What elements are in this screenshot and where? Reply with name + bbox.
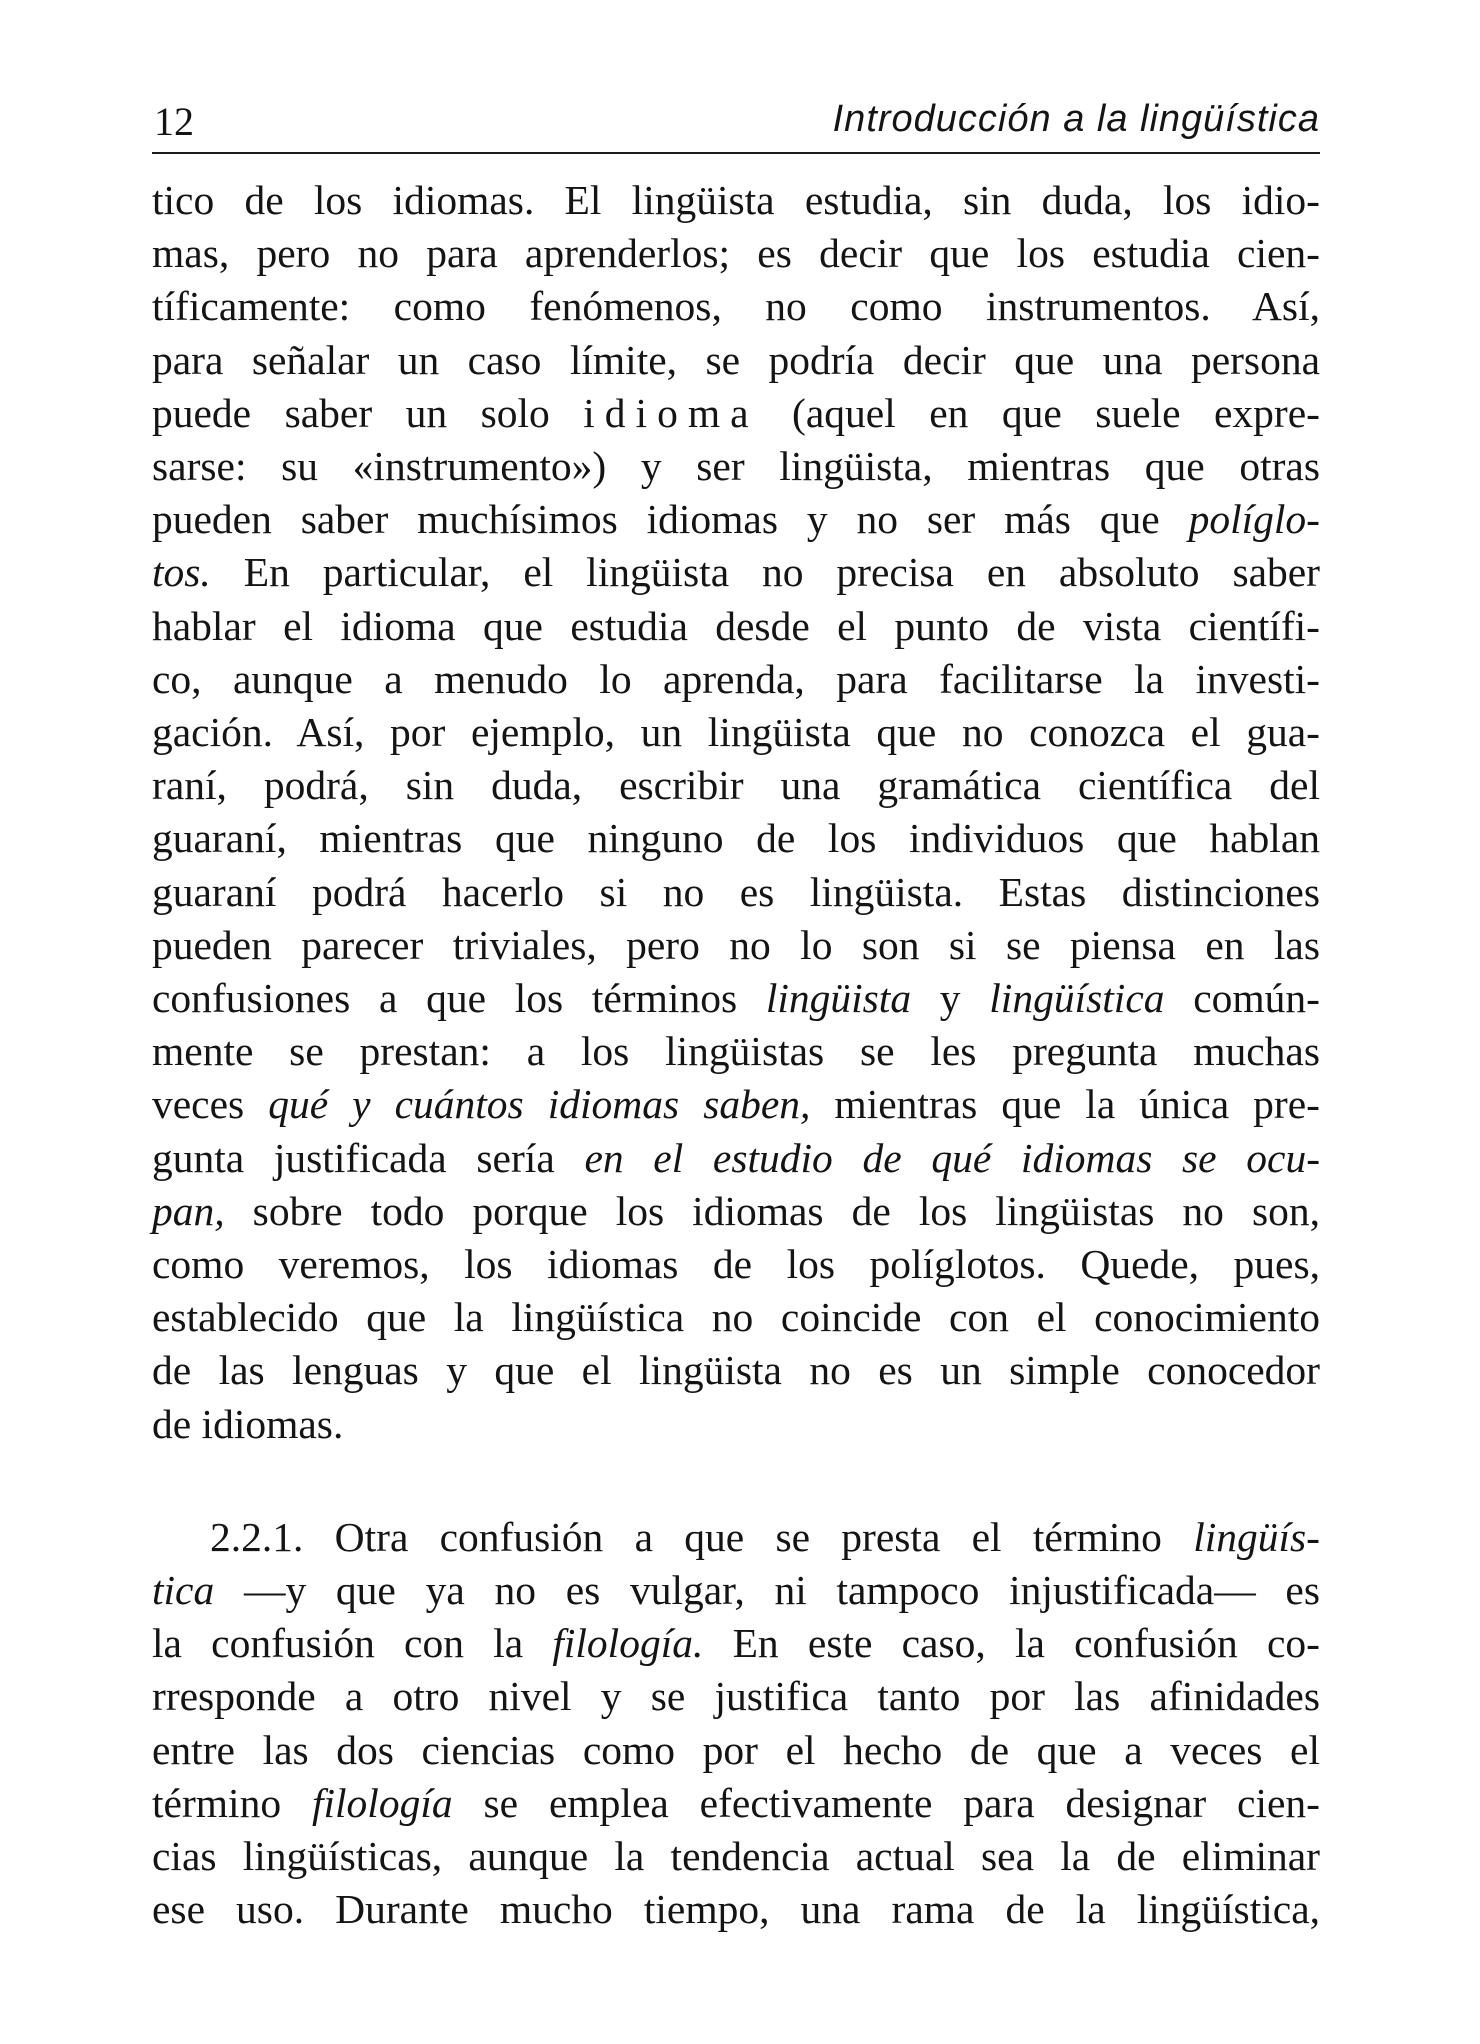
italic-term: tos.: [152, 549, 211, 596]
italic-term: pan,: [152, 1187, 225, 1234]
running-head: [152, 92, 1320, 154]
running-head-title: Introducción a la lingüística: [832, 98, 1320, 140]
text-line: pueden saber muchísimos idiomas y no ser más que políglo-: [152, 496, 1320, 543]
italic-term: políglo-: [1188, 496, 1320, 543]
spaced-emphasis: idioma: [583, 389, 759, 436]
text-line: mas, pero no para aprenderlos; es decir que los estudia cien-: [152, 230, 1320, 277]
italic-term: tica: [152, 1567, 215, 1614]
italic-term: en el estudio de qué idiomas se ocu-: [584, 1134, 1321, 1181]
italic-term: lingüista: [765, 975, 912, 1022]
text-line: 2.2.1. Otra confusión a que se presta el término lingüís-: [210, 1513, 1320, 1560]
paragraph-2: [152, 1511, 1320, 1937]
text-line: veces qué y cuántos idiomas saben, mientras que la única pre-: [152, 1081, 1320, 1128]
italic-term: lingüística: [989, 975, 1165, 1022]
italic-term: qué y cuántos idiomas saben,: [268, 1081, 811, 1128]
text-line: gunta justificada sería en el estudio de qué idiomas se ocu-: [152, 1134, 1321, 1181]
text-line: rresponde a otro nivel y se justifica tanto por las afinidades: [152, 1673, 1320, 1720]
text-line: establecido que la lingüística no coincide con el conocimiento: [152, 1294, 1320, 1341]
text-line: confusiones a que los términos lingüista y lingüística común-: [152, 975, 1320, 1022]
text-line: guaraní, mientras que ninguno de los individuos que hablan: [152, 815, 1320, 862]
text-line: ese uso. Durante mucho tiempo, una rama de la lingüística,: [152, 1886, 1320, 1933]
text-line: cias lingüísticas, aunque la tendencia actual sea la de eliminar: [152, 1833, 1320, 1880]
text-line: la confusión con la filología. En este caso, la confusión co-: [152, 1620, 1320, 1667]
text-line: pan, sobre todo porque los idiomas de los lingüistas no son,: [152, 1187, 1320, 1234]
page-number: 12: [154, 99, 194, 144]
text-line: puede saber un solo idioma (aquel en que suele expre-: [152, 389, 1320, 436]
text-line: co, aunque a menudo lo aprenda, para facilitarse la investi-: [152, 655, 1320, 702]
text-line: mente se prestan: a los lingüistas se les pregunta muchas: [152, 1028, 1320, 1075]
text-line: tico de los idiomas. El lingüista estudia, sin duda, los idio-: [152, 177, 1320, 223]
text-line: entre las dos ciencias como por el hecho de que a veces el: [152, 1726, 1320, 1773]
text-line: tos. En particular, el lingüista no precisa en absoluto saber: [152, 549, 1320, 596]
text-line: de idiomas.: [152, 1400, 344, 1447]
text-line: de las lenguas y que el lingüista no es un simple conocedor: [152, 1347, 1320, 1394]
italic-term: filología: [311, 1779, 453, 1826]
text-line: tíficamente: como fenómenos, no como instrumentos. Así,: [152, 283, 1320, 330]
body-text: [152, 174, 1320, 1937]
italic-term: lingüís-: [1193, 1513, 1320, 1560]
text-line: tica —y que ya no es vulgar, ni tampoco injustificada— es: [152, 1567, 1320, 1614]
text-line: hablar el idioma que estudia desde el punto de vista científi-: [152, 602, 1320, 649]
text-line: como veremos, los idiomas de los políglotos. Quede, pues,: [152, 1241, 1320, 1288]
text-line: sarse: su «instrumento») y ser lingüista, mientras que otras: [152, 443, 1320, 490]
text-line: pueden parecer triviales, pero no lo son si se piensa en las: [152, 921, 1320, 968]
paragraph-gap: [152, 1451, 1320, 1511]
text-line: término filología se emplea efectivamente para designar cien-: [152, 1779, 1320, 1826]
text-line: guaraní podrá hacerlo si no es lingüista. Estas distinciones: [152, 868, 1320, 915]
book-page: [152, 92, 1320, 1937]
italic-term: filología.: [552, 1620, 704, 1667]
text-line: gación. Así, por ejemplo, un lingüista que no conozca el gua-: [152, 709, 1320, 756]
text-line: para señalar un caso límite, se podría decir que una persona: [152, 336, 1320, 383]
paragraph-1: [152, 174, 1320, 1451]
text-line: raní, podrá, sin duda, escribir una gramática científica del: [152, 762, 1320, 809]
